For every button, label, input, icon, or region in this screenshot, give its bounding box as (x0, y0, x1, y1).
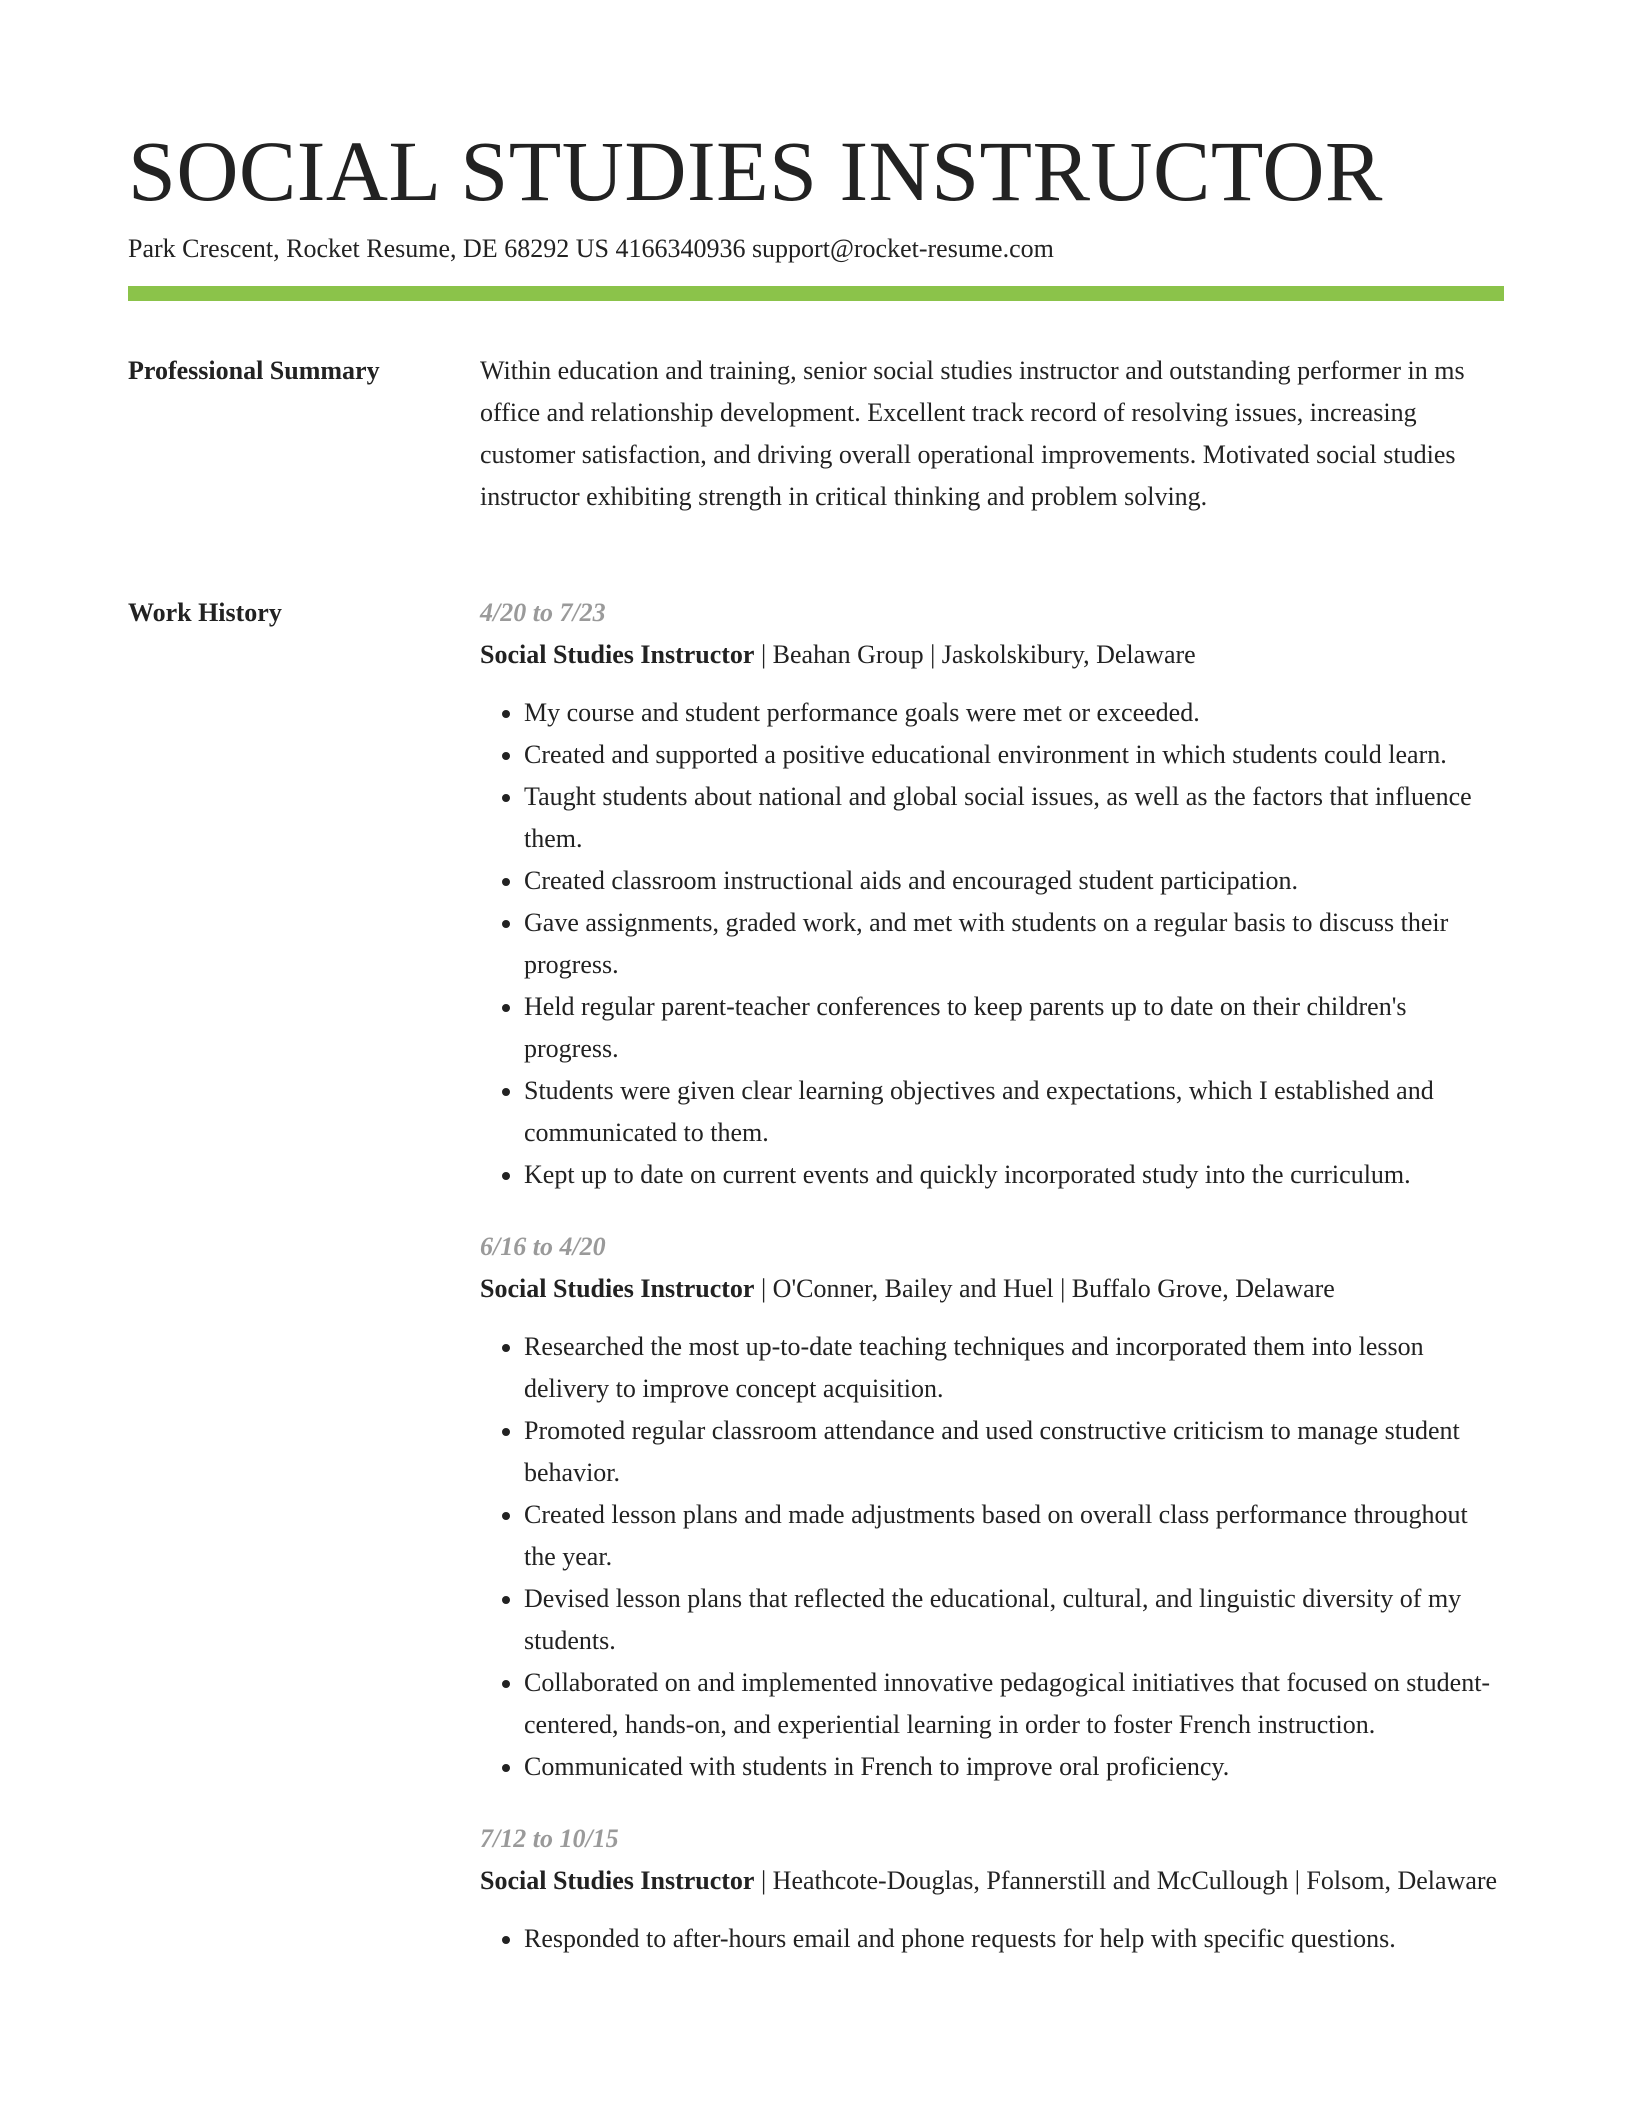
job-details: | O'Conner, Bailey and Huel | Buffalo Grove, Delaware (754, 1274, 1335, 1303)
job-bullet-list (480, 692, 1504, 1196)
job-heading (480, 1860, 1504, 1902)
summary-body (480, 350, 1504, 518)
job-bullet: • Created lesson plans and made adjustments based on overall class performance throughout the year. (524, 1494, 1504, 1578)
job-bullet-list (480, 1918, 1504, 1960)
contact-line (128, 234, 1054, 264)
job-bullet: • Students were given clear learning objectives and expectations, which I established and communicated to them. (524, 1070, 1504, 1154)
contact-address: Park Crescent, Rocket Resume, DE 68292 US (128, 234, 609, 263)
job-bullet: • Responded to after-hours email and phone requests for help with specific questions. (524, 1918, 1504, 1960)
job-title: Social Studies Instructor (480, 1866, 755, 1895)
job-entry (480, 1818, 1504, 1960)
contact-phone: 4166340936 (615, 234, 746, 263)
job-bullet: • Gave assignments, graded work, and met with students on a regular basis to discuss their progress. (524, 902, 1504, 986)
work-history-body (480, 592, 1504, 1990)
job-title: Social Studies Instructor (480, 1274, 755, 1303)
job-heading (480, 1268, 1504, 1310)
job-dates: 7/12 to 10/15 (480, 1824, 619, 1853)
job-title: Social Studies Instructor (480, 640, 755, 669)
work-history-label: Work History (128, 598, 282, 627)
header-divider (128, 286, 1504, 301)
job-entry (480, 592, 1504, 1196)
job-details: | Beahan Group | Jaskolskibury, Delaware (754, 640, 1196, 669)
summary-label: Professional Summary (128, 356, 380, 385)
job-bullet: • Promoted regular classroom attendance and used constructive criticism to manage student behavior. (524, 1410, 1504, 1494)
job-bullet: • Collaborated on and implemented innovative pedagogical initiatives that focused on student-centered, hands-on, and experiential learning in order to foster French instruction. (524, 1662, 1504, 1746)
job-bullet: • My course and student performance goals were met or exceeded. (524, 692, 1504, 734)
job-dates: 6/16 to 4/20 (480, 1232, 606, 1261)
contact-email[interactable]: support@rocket-resume.com (751, 234, 1054, 263)
job-heading (480, 634, 1504, 676)
job-bullet-list (480, 1326, 1504, 1788)
job-entry (480, 1226, 1504, 1788)
job-bullet: • Created and supported a positive educational environment in which students could learn. (524, 734, 1504, 776)
job-bullet: • Taught students about national and global social issues, as well as the factors that influence them. (524, 776, 1504, 860)
job-bullet: • Devised lesson plans that reflected the educational, cultural, and linguistic diversity of my students. (524, 1578, 1504, 1662)
job-bullet: • Kept up to date on current events and quickly incorporated study into the curriculum. (524, 1154, 1504, 1196)
resume-title: SOCIAL STUDIES INSTRUCTOR (128, 123, 1383, 219)
job-bullet: • Held regular parent-teacher conferences to keep parents up to date on their children's progress. (524, 986, 1504, 1070)
job-bullet: • Researched the most up-to-date teaching techniques and incorporated them into lesson delivery to improve concept acquisition. (524, 1326, 1504, 1410)
summary-text: Within education and training, senior social studies instructor and outstanding performer in ms office and relationship development. Excellent track record of resolving issues, increasing customer satisfaction, and driving overall operational improvements. Motivated social studies instructor exhibiting strength in critical thinking and problem solving. (480, 356, 1465, 511)
job-dates: 4/20 to 7/23 (480, 598, 606, 627)
job-details: | Heathcote-Douglas, Pfannerstill and McCullough | Folsom, Delaware (754, 1866, 1498, 1895)
job-bullet: • Created classroom instructional aids and encouraged student participation. (524, 860, 1504, 902)
job-bullet: • Communicated with students in French to improve oral proficiency. (524, 1746, 1504, 1788)
